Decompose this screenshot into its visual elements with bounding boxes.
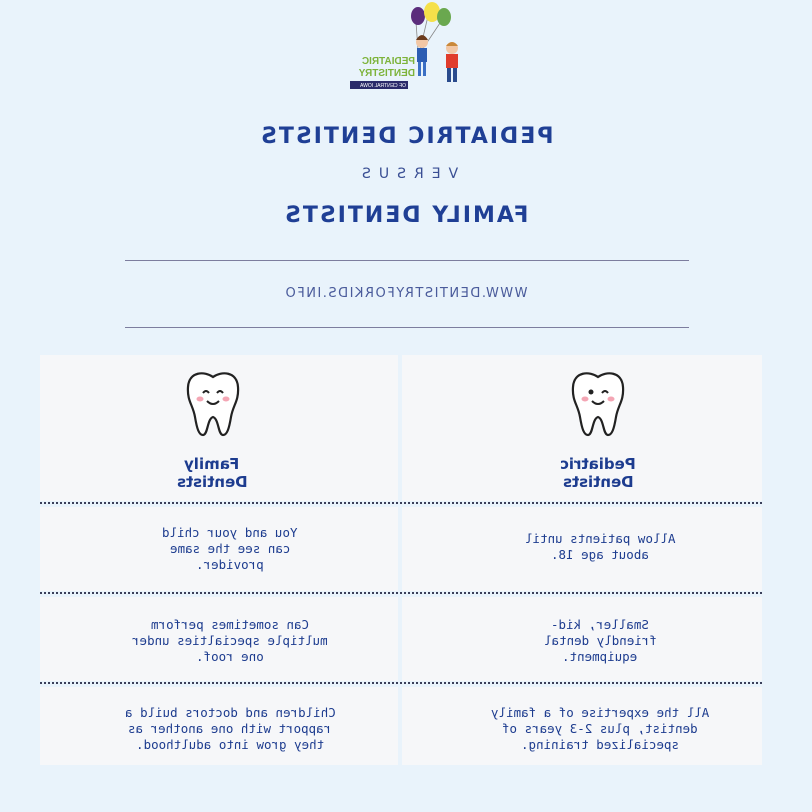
green-balloon-icon — [437, 8, 451, 26]
title-pediatric-dentists: PEDIATRIC DENTISTS — [258, 124, 554, 149]
family-point-1: You and your child can see the same provider. — [162, 525, 298, 572]
website-url: WWW.DENTISTRYFORKIDS.INFO — [284, 286, 528, 301]
divider-bottom — [125, 327, 689, 328]
pediatric-dentistry-logo — [336, 2, 476, 94]
family-point-2: Can sometimes perform multiple specialties under one roof. — [132, 617, 328, 664]
family-point-3: Children and doctors build a rapport with one another as they grow into adulthood. — [124, 705, 336, 752]
winking-tooth-icon — [568, 369, 628, 439]
pediatric-point-1: Allow patients until about age 18. — [524, 531, 676, 562]
purple-balloon-icon — [411, 7, 425, 25]
logo-text-region: OF CENTRAL IOWA — [359, 83, 406, 89]
pediatric-point-3: All the expertise of a family dentist, plus 2-3 years of specialized training. — [490, 705, 710, 752]
heading-family-dentists: Family Dentists — [176, 455, 248, 491]
title-family-dentists: FAMILY DENTISTS — [283, 203, 529, 228]
divider-top — [125, 260, 689, 261]
pediatric-point-2: Smaller, kid- friendly dental equipment. — [543, 617, 657, 664]
logo-text-pediatric: PEDIATRIC — [361, 56, 415, 67]
smiling-tooth-icon — [183, 369, 243, 439]
dotted-divider — [40, 502, 762, 504]
title-versus: VERSUS — [353, 166, 459, 182]
dotted-divider — [40, 592, 762, 594]
comparison-table — [40, 355, 762, 765]
logo-text-dentistry: DENTISTRY — [358, 68, 415, 79]
dotted-divider — [40, 682, 762, 684]
heading-pediatric-dentists: Pediatric Dentists — [560, 455, 636, 491]
